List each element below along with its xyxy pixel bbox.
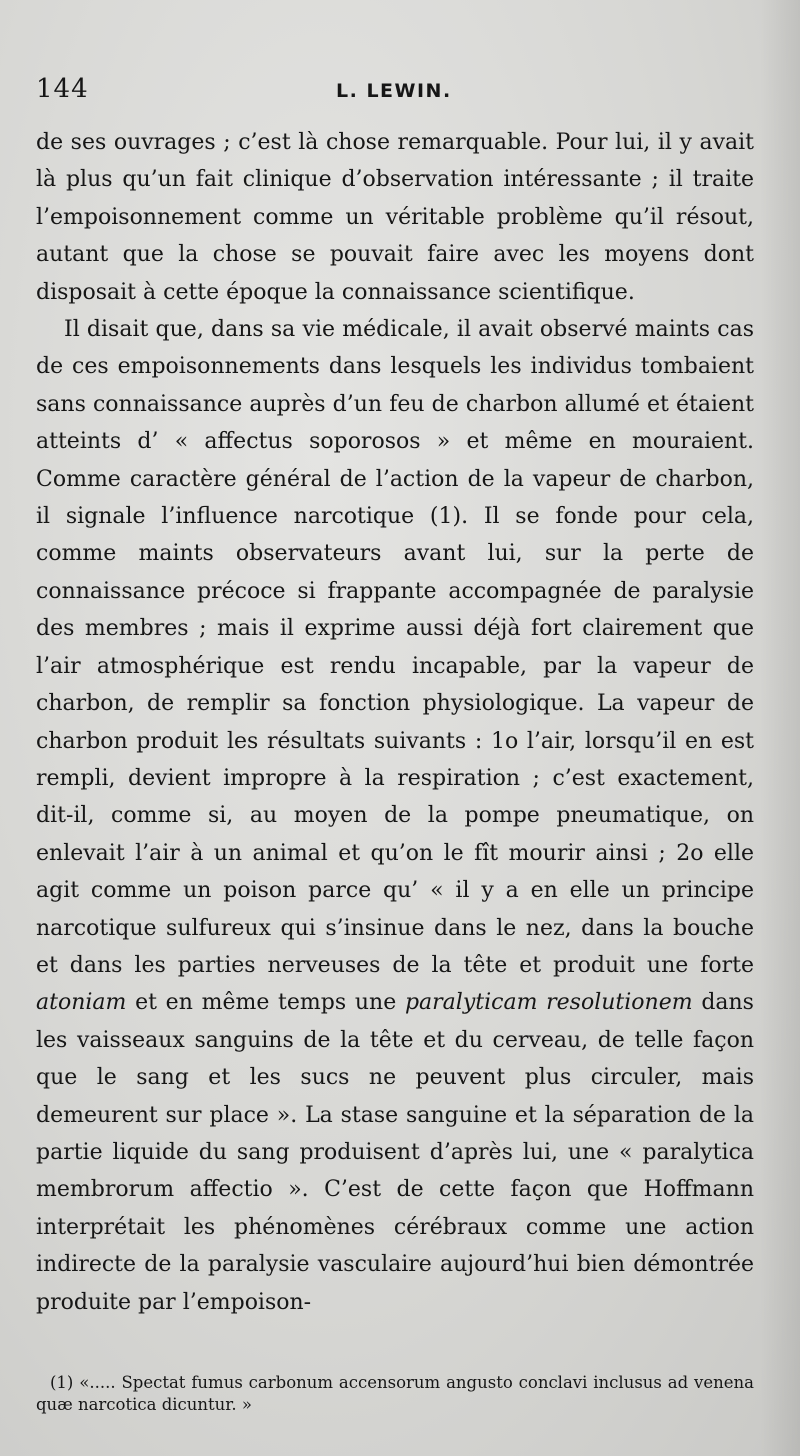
page-edge-shadow (760, 0, 800, 1456)
paragraph-2 (36, 311, 754, 1321)
italic-term-atoniam: atoniam (36, 990, 127, 1016)
paragraph-1: de ses ouvrages ; c’est là chose remarquable. Pour lui, il y avait là plus qu’un fait clinique d’observation intéressante ; il traite l’empoisonnement comme un véritable problème qu’il résout, autant que la chose se pouvait faire avec les moyens dont disposait à cette époque la connaissance scientifique. (36, 130, 754, 305)
paragraph-2-text-b: et en même temps une (135, 990, 397, 1016)
page-number: 144 (36, 74, 89, 104)
footnote (36, 1372, 754, 1416)
page-header (36, 74, 756, 114)
footnote-text: (1) «..... Spectat fumus carbonum accensorum angusto conclavi inclusus ad venena quæ narcotica dicuntur. » (36, 1373, 754, 1414)
body-text (36, 124, 754, 1321)
italic-term-paralyticam: paralyticam resolutionem (404, 990, 693, 1016)
paragraph-2-text-c: dans les vaisseaux sanguins de la tête et du cerveau, de telle façon que le sang et les sucs ne peuvent plus circuler, mais demeurent sur place ». La stase sanguine et la séparation de la partie liquide du sang produisent d’après lui, une « paralytica membrorum affectio ». C’est de cette façon que Hoffmann interprétait les phénomènes cérébraux comme une action indirecte de la paralysie vasculaire aujourd’hui bien démontrée produite par l’empoison- (36, 990, 754, 1315)
paragraph-2-text-a: Il disait que, dans sa vie médicale, il avait observé maints cas de ces empoisonnements dans lesquels les individus tombaient sans connaissance auprès d’un feu de charbon allumé et étaient atteints d’ « affectus soporosos » et même en mouraient. Comme caractère général de l’action de la vapeur de charbon, il signale l’influence narcotique (1). Il se fonde pour cela, comme maints observateurs avant lui, sur la perte de connaissance précoce si frappante accompagnée de paralysie des membres ; mais il exprime aussi déjà fort clairement que l’air atmosphérique est rendu incapable, par la vapeur de charbon, de remplir sa fonction physiologique. La vapeur de charbon produit les résultats suivants : 1o l’air, lorsqu’il en est rempli, devient impropre à la respiration ; c’est exactement, dit-il, comme si, au moyen de la pompe pneumatique, on enlevait l’air à un animal et qu’on le fît mourir ainsi ; 2o elle agit comme un poison parce qu’ « il y a en elle un principe narcotique sulfureux qui s’insinue dans le nez, dans la bouche et dans les parties nerveuses de la tête et produit une forte (36, 317, 754, 978)
running-head: L. LEWIN. (336, 80, 452, 102)
